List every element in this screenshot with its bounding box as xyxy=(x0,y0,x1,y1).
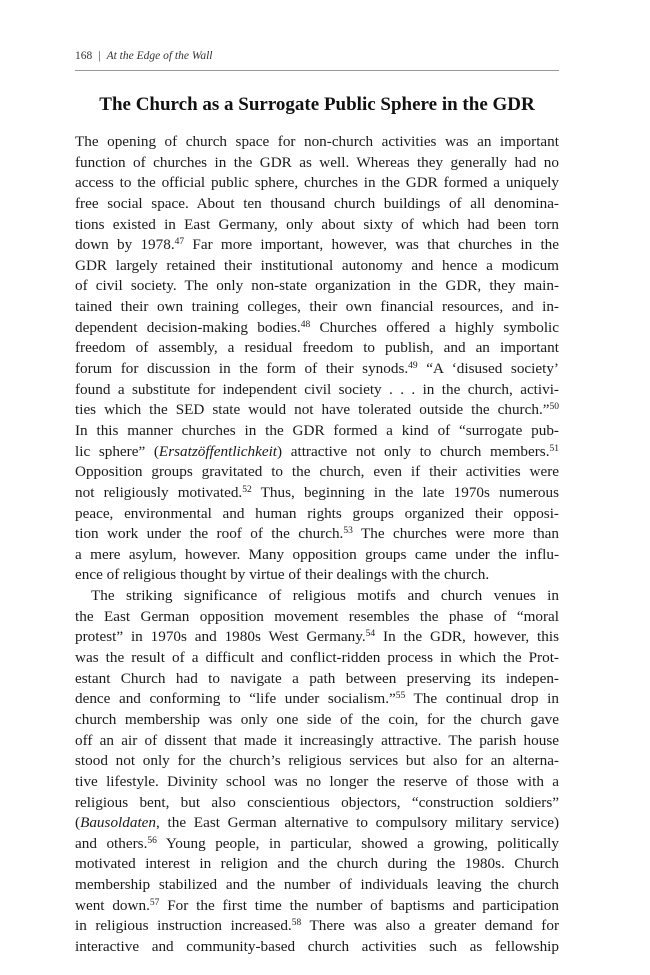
italic-term: Bausoldaten xyxy=(80,814,156,832)
text-line xyxy=(75,896,559,917)
footnote-ref: 58 xyxy=(291,918,302,929)
line-text: church membership was only one side of the coin, for the church gave xyxy=(75,710,559,728)
line-text: In the GDR, however, this xyxy=(375,628,559,646)
line-text: The continual drop in xyxy=(405,690,559,708)
text-line xyxy=(75,793,559,814)
footnote-ref: 47 xyxy=(174,237,185,248)
line-text: The opening of church space for non-church activities was an important xyxy=(75,133,559,150)
line-text: membership stabilized and the number of individuals leaving the church xyxy=(75,876,559,894)
text-line xyxy=(75,380,559,401)
text-line xyxy=(75,524,559,545)
line-text: Thus, beginning in the late 1970s numerous xyxy=(251,483,559,501)
line-text: dence and conforming to “life under socialism.” xyxy=(75,690,396,708)
text-line xyxy=(75,916,559,937)
text-line xyxy=(75,173,559,194)
text-line xyxy=(75,813,559,834)
line-text: For the first time the number of baptisms and participation xyxy=(159,896,559,914)
text-line xyxy=(75,545,559,566)
line-text: tained their own training colleges, their own financial resources, and in- xyxy=(75,298,559,316)
line-text: ence of religious thought by virtue of their dealings with the church. xyxy=(75,566,490,584)
line-text: estant Church had to navigate a path between preserving its indepen- xyxy=(75,669,559,687)
page-number: 168 xyxy=(75,50,93,62)
line-text: forum for discussion in the form of their synods. xyxy=(75,360,409,378)
line-text: in religious instruction increased. xyxy=(75,917,292,935)
line-text: , the East German alternative to compulsory military service) xyxy=(156,814,559,832)
text-line xyxy=(75,132,559,153)
text-line xyxy=(75,483,559,504)
text-line xyxy=(75,627,559,648)
line-text: Far more important, however, was that churches in the xyxy=(184,236,560,254)
footnote-ref: 52 xyxy=(242,484,252,495)
text-line xyxy=(75,276,559,297)
text-line xyxy=(75,710,559,731)
text-line xyxy=(75,462,559,483)
line-text: off an air of dissent that made it increasingly attractive. The parish house xyxy=(75,731,559,749)
line-text: freedom of assembly, a residual freedom to publish, and an important xyxy=(75,339,559,357)
line-text: of civil society. The only non-state organization in the GDR, they main- xyxy=(75,277,559,295)
text-line xyxy=(75,235,559,256)
line-text: tive lifestyle. Divinity school was no longer the reserve of those with a xyxy=(75,772,559,790)
text-line xyxy=(75,400,559,421)
text-line xyxy=(75,607,559,628)
line-text: The striking significance of religious motifs and church venues in xyxy=(91,587,559,605)
line-text: found a substitute for independent civil society . . . in the church, activi- xyxy=(75,380,559,398)
text-line xyxy=(75,504,559,525)
text-line xyxy=(75,669,559,690)
line-text: ( xyxy=(75,814,81,832)
text-line xyxy=(75,359,559,380)
text-line xyxy=(75,318,559,339)
text-line xyxy=(75,215,559,236)
body-text xyxy=(75,132,559,958)
text-line xyxy=(75,834,559,855)
line-text: religious bent, but also conscientious objectors, “construction soldiers” xyxy=(75,793,559,811)
footnote-ref: 57 xyxy=(149,897,160,908)
text-line xyxy=(75,297,559,318)
footnote-ref: 51 xyxy=(549,443,559,454)
footnote-ref: 49 xyxy=(408,361,418,372)
header-rule xyxy=(75,70,559,71)
line-text: tion work under the roof of the church. xyxy=(75,525,344,543)
line-text: function of churches in the GDR as well. Whereas they generally had no xyxy=(75,153,559,171)
footnote-ref: 55 xyxy=(395,691,406,702)
line-text: ties which the SED state would not have tolerated outside the church.” xyxy=(75,401,550,419)
line-text: motivated interest in religion and the church during the 1980s. Church xyxy=(75,855,559,873)
text-line xyxy=(75,731,559,752)
line-text: In this manner churches in the GDR formed a kind of “surrogate pub- xyxy=(75,421,559,439)
footnote-ref: 53 xyxy=(343,526,353,537)
book-title: At the Edge of the Wall xyxy=(106,50,213,62)
line-text: stood not only for the church’s religious services but also for an alterna- xyxy=(75,752,559,770)
line-text: interactive and community-based church activities such as fellowship xyxy=(75,937,559,955)
text-line xyxy=(75,586,559,607)
text-line xyxy=(75,875,559,896)
text-line xyxy=(75,751,559,772)
section-title: The Church as a Surrogate Public Sphere in the GDR xyxy=(99,94,535,115)
footnote-ref: 56 xyxy=(147,835,157,846)
line-text: the East German opposition movement resembles the phase of “moral xyxy=(75,607,559,625)
line-text: dependent decision-making bodies. xyxy=(75,318,301,336)
line-text: a mere asylum, however. Many opposition groups came under the influ- xyxy=(75,545,559,563)
text-line xyxy=(75,338,559,359)
line-text: lic sphere” ( xyxy=(75,442,159,460)
line-text: Opposition groups gravitated to the church, even if their activities were xyxy=(75,463,559,481)
header-separator: | xyxy=(98,50,101,62)
italic-term: Ersatzöffentlichkeit xyxy=(158,442,278,460)
line-text: not religiously motivated. xyxy=(75,483,243,501)
line-text: free social space. About ten thousand church buildings of all denomina- xyxy=(75,194,559,212)
line-text: and others. xyxy=(75,834,148,852)
text-line xyxy=(75,854,559,875)
line-text: There was also a greater demand for xyxy=(301,917,560,935)
text-line xyxy=(75,256,559,277)
text-line xyxy=(75,153,559,174)
footnote-ref: 50 xyxy=(549,402,559,413)
footnote-ref: 48 xyxy=(300,319,311,330)
text-line xyxy=(75,937,559,958)
line-text: down by 1978. xyxy=(75,236,175,254)
text-line xyxy=(75,772,559,793)
footnote-ref: 54 xyxy=(365,629,376,640)
text-line xyxy=(75,648,559,669)
line-text: Young people, in particular, showed a growing, politically xyxy=(156,834,559,852)
text-line xyxy=(75,421,559,442)
line-text: went down. xyxy=(75,896,150,914)
line-text: access to the official public sphere, churches in the GDR formed a uniquely xyxy=(75,174,559,192)
text-line xyxy=(75,689,559,710)
text-line xyxy=(75,565,559,586)
text-line xyxy=(75,442,559,463)
line-text: protest” in 1970s and 1980s West Germany. xyxy=(75,628,366,646)
line-text: tions existed in East Germany, only about sixty of which had been torn xyxy=(75,215,559,233)
line-text: GDR largely retained their institutional autonomy and hence a modicum xyxy=(75,256,559,274)
line-text: Churches offered a highly symbolic xyxy=(310,318,559,336)
line-text: ) attractive not only to church members. xyxy=(277,442,550,460)
line-text: peace, environmental and human rights groups organized their opposi- xyxy=(75,504,559,522)
line-text: was the result of a difficult and conflict-ridden process in which the Prot- xyxy=(75,649,559,667)
line-text: The churches were more than xyxy=(352,525,559,543)
running-head xyxy=(75,50,559,62)
text-line xyxy=(75,194,559,215)
line-text: “A ‘disused society’ xyxy=(417,360,559,378)
